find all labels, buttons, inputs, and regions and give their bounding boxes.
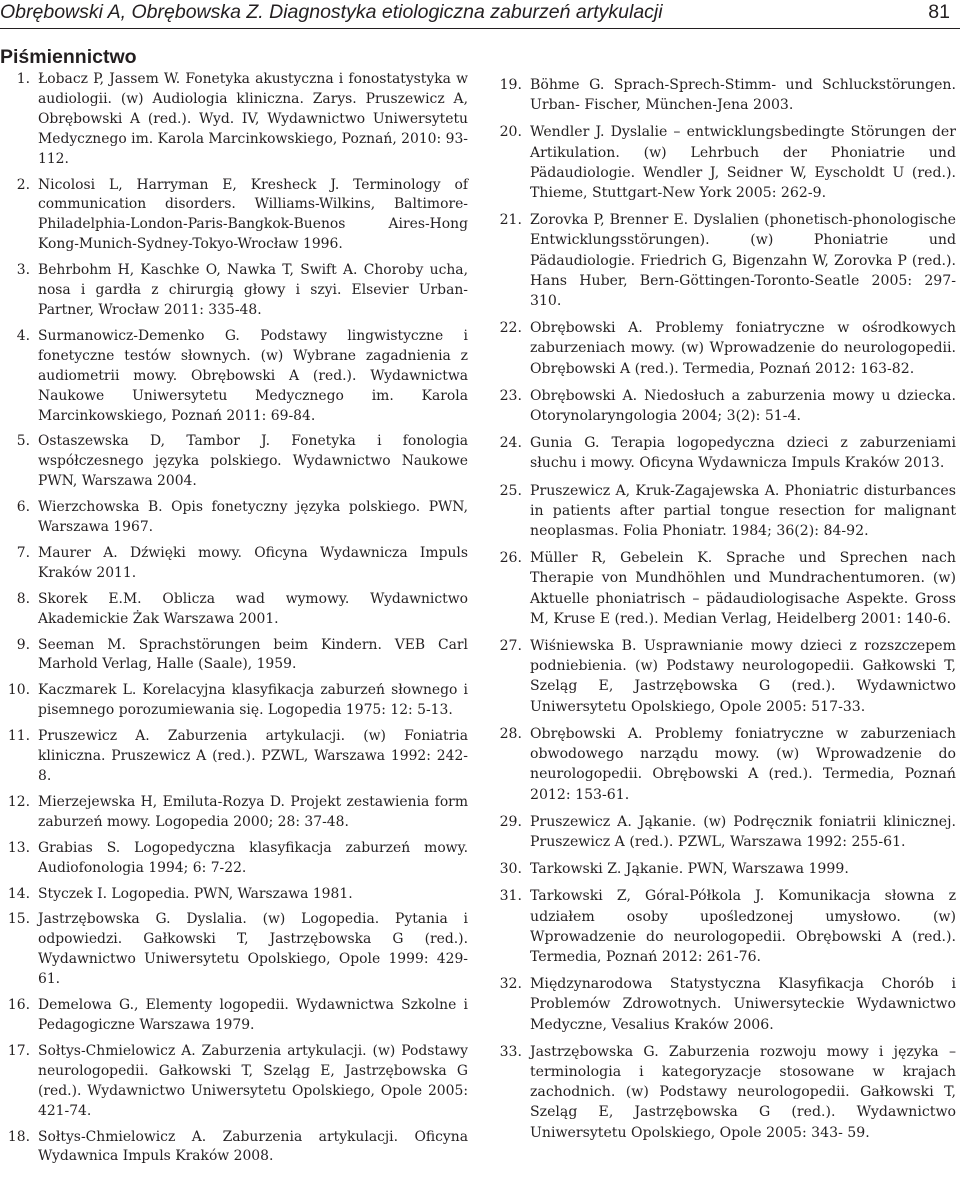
reference-number: 9.	[16, 636, 30, 653]
reference-number: 21.	[499, 212, 522, 229]
reference-text: Ostaszewska D, Tambor J. Fonetyka i fonologia współczesnego języka polskiego. Wydawnictwo Naukowe PWN, Warszawa 2004.	[38, 433, 468, 490]
reference-number: 33.	[499, 1043, 522, 1060]
reference-text: Jastrzębowska G. Zaburzenia rozwoju mowy i języka – terminologia i kategoryzacje stosowane w krajach zachodnich. (w) Podstawy neurologopedii. Gałkowski T, Szeląg E, Jastrzębowska G (red.). Wydawnictwo Uniwersytetu Opolskiego, Opole 2005: 343- 59.	[530, 1043, 956, 1141]
reference-number: 15.	[7, 911, 30, 928]
reference-item	[494, 636, 956, 717]
reference-number: 28.	[499, 725, 522, 742]
reference-item	[0, 176, 468, 256]
reference-number: 23.	[499, 387, 522, 404]
reference-number: 16.	[7, 997, 30, 1014]
reference-text: Sołtys-Chmielowicz A. Zaburzenia artykulacji. (w) Podstawy neurologopedii. Gałkowski T, Szeląg E, Jastrzębowska G (red.). Wydawnictwo Uniwersytetu Opolskiego, Opole 2005: 421-74.	[38, 1042, 468, 1119]
reference-number: 20.	[499, 124, 522, 141]
reference-text: Mierzejewska H, Emiluta-Rozya D. Projekt zestawienia form zaburzeń mowy. Logopedia 2000; 28: 37-48.	[38, 793, 468, 830]
reference-item	[0, 544, 468, 584]
reference-text: Demelowa G., Elementy logopedii. Wydawnictwa Szkolne i Pedagogiczne Warszawa 1979.	[38, 997, 468, 1033]
reference-item	[494, 210, 956, 311]
reference-text: Sołtys-Chmielowicz A. Zaburzenia artykulacji. Oficyna Wydawnica Impuls Kraków 2008.	[38, 1128, 468, 1165]
reference-item	[0, 498, 468, 538]
reference-number: 13.	[7, 839, 30, 856]
reference-number: 2.	[16, 176, 30, 193]
reference-item	[0, 727, 468, 787]
reference-text: Grabias S. Logopedyczna klasyfikacja zaburzeń mowy. Audiofonologia 1994; 6: 7-22.	[38, 839, 468, 876]
reference-item	[0, 910, 468, 990]
reference-text: Nicolosi L, Harryman E, Kresheck J. Terminology of communication disorders. Williams-Wilkins, Baltimore-Philadelphia-London-Paris-Bangkok-Buenos Aires-Hong Kong-Munich-Sydney-Tokyo-Wrocław 1996.	[38, 176, 468, 253]
reference-text: Wierzchowska B. Opis fonetyczny języka polskiego. PWN, Warszawa 1967.	[38, 499, 468, 536]
reference-text: Łobacz P, Jassem W. Fonetyka akustyczna i fonostatystyka w audiologii. (w) Audiologia kliniczna. Zarys. Pruszewicz A, Obrębowski A (red.). Wyd. IV, Wydawnictwo Uniwersytetu Medycznego im. Karola Marcinkowskiego, Poznań, 2010: 93-112.	[38, 71, 468, 167]
reference-number: 25.	[499, 482, 522, 499]
reference-text: Müller R, Gebelein K. Sprache und Sprechen nach Therapie von Mundhöhlen und Mundrachentumoren. (w) Aktuelle phoniatrisch – pädaudiologisache Aspekte. Gross M, Kruse E (red.). Median Verlag, Heidelberg 2001: 140-6.	[530, 550, 956, 627]
reference-item	[494, 974, 956, 1035]
reference-number: 7.	[16, 544, 30, 561]
reference-text: Obrębowski A. Problemy foniatryczne w zaburzeniach obwodowego narządu mowy. (w) Wprowadzenie do neurologopedii. Obrębowski A (red.). Termedia, Poznań 2012: 153-61.	[530, 725, 956, 803]
section-title: Piśmiennictwo	[0, 46, 137, 68]
reference-number: 26.	[499, 550, 522, 567]
reference-number: 4.	[16, 327, 30, 344]
reference-text: Wiśniewska B. Usprawnianie mowy dzieci z rozszczepem podniebienia. (w) Podstawy neurologopedii. Gałkowski T, Szeląg E, Jastrzębowska G (red.). Wydawnictwo Uniwersytetu Opolskiego, Opole 2005: 517-33.	[530, 638, 956, 715]
reference-number: 19.	[499, 77, 522, 93]
reference-text: Jastrzębowska G. Dyslalia. (w) Logopedia. Pytania i odpowiedzi. Gałkowski T, Jastrzębowska G (red.). Wydawnictwo Uniwersytetu Opolskiego, Opole 1999: 429-61.	[38, 911, 468, 988]
reference-item	[0, 70, 468, 170]
reference-number: 24.	[499, 435, 522, 452]
reference-number: 30.	[499, 861, 522, 878]
reference-text: Pruszewicz A. Jąkanie. (w) Podręcznik foniatrii klinicznej. Pruszewicz A (red.). PZWL, Warszawa 1992: 255-61.	[530, 813, 956, 850]
reference-number: 29.	[499, 813, 522, 830]
reference-item	[0, 839, 468, 879]
reference-item	[494, 386, 956, 426]
reference-item	[0, 1128, 468, 1168]
reference-item	[0, 432, 468, 492]
reference-item	[494, 433, 956, 473]
reference-item	[494, 122, 956, 203]
reference-item	[0, 681, 468, 721]
reference-item	[494, 481, 956, 542]
reference-number: 11.	[7, 728, 30, 745]
page-number: 81	[928, 1, 950, 23]
reference-text: Maurer A. Dźwięki mowy. Oficyna Wydawnicza Impuls Kraków 2011.	[38, 544, 468, 581]
running-header	[0, 0, 960, 29]
reference-number: 8.	[16, 590, 30, 607]
reference-number: 3.	[16, 262, 30, 279]
reference-number: 22.	[499, 320, 522, 337]
reference-item	[494, 548, 956, 629]
reference-item	[0, 996, 468, 1036]
reference-text: Kaczmarek L. Korelacyjna klasyfikacja zaburzeń słownego i pisemnego porozumiewania się. Logopedia 1975: 12: 5-13.	[38, 682, 468, 719]
reference-number: 17.	[7, 1042, 30, 1059]
reference-text: Skorek E.M. Oblicza wad wymowy. Wydawnictwo Akademickie Żak Warszawa 2001.	[38, 590, 468, 627]
references-column-right	[494, 75, 956, 1150]
reference-item	[494, 318, 956, 379]
reference-text: Gunia G. Terapia logopedyczna dzieci z zaburzeniami słuchu i mowy. Oficyna Wydawnicza Impuls Kraków 2013.	[530, 435, 956, 472]
references-column-left	[0, 70, 468, 1173]
reference-item	[0, 590, 468, 630]
reference-number: 10.	[7, 682, 30, 699]
running-title: Obrębowski A, Obrębowska Z. Diagnostyka etiologiczna zaburzeń artykulacji	[0, 1, 663, 23]
reference-text: Pruszewicz A, Kruk-Zagajewska A. Phoniatric disturbances in patients after partial tongue resection for malignant neoplasmas. Folia Phoniatr. 1984; 36(2): 84-92.	[530, 482, 956, 540]
reference-number: 12.	[7, 793, 30, 810]
reference-text: Tarkowski Z, Góral-Półkola J. Komunikacja słowna z udziałem osoby upośledzonej umysłowo. (w) Wprowadzenie do neurologopedii. Obrębowski A (red.). Termedia, Poznań 2012: 261-76.	[530, 888, 956, 965]
reference-item	[0, 636, 468, 676]
reference-text: Pruszewicz A. Zaburzenia artykulacji. (w) Foniatria kliniczna. Pruszewicz A (red.). PZWL, Warszawa 1992: 242-8.	[38, 728, 468, 784]
reference-item	[0, 793, 468, 833]
reference-item	[494, 75, 956, 115]
reference-item	[0, 327, 468, 427]
reference-text: Surmanowicz-Demenko G. Podstawy lingwistyczne i fonetyczne testów słownych. (w) Wybrane zagadnienia z audiometrii mowy. Obrębowski A (red.). Wydawnictwa Naukowe Uniwersytetu Medycznego im. Karola Marcinkowskiego, Poznań 2011: 69-84.	[38, 327, 468, 424]
reference-text: Behrbohm H, Kaschke O, Nawka T, Swift A. Choroby ucha, nosa i gardła z chirurgią głowy i szyi. Elsevier Urban-Partner, Wrocław 2011: 335-48.	[38, 262, 468, 318]
reference-item	[0, 261, 468, 321]
reference-number: 6.	[16, 499, 30, 516]
reference-item	[494, 1042, 956, 1143]
reference-number: 31.	[499, 888, 522, 905]
reference-text: Obrębowski A. Problemy foniatryczne w ośrodkowych zaburzeniach mowy. (w) Wprowadzenie do neurologopedii. Obrębowski A (red.). Termedia, Poznań 2012: 163-82.	[530, 320, 956, 377]
reference-number: 27.	[499, 638, 522, 655]
reference-text: Styczek I. Logopedia. PWN, Warszawa 1981.	[38, 885, 353, 902]
reference-item	[494, 859, 956, 879]
reference-text: Tarkowski Z. Jąkanie. PWN, Warszawa 1999.	[530, 861, 849, 878]
reference-number: 32.	[499, 976, 522, 993]
reference-text: Wendler J. Dyslalie – entwicklungsbedingte Störungen der Artikulation. (w) Lehrbuch der Phoniatrie und Pädaudiologie. Wendler J, Seidner W, Eyscholdt U (red.). Thieme, Stuttgart-New York 2005: 262-9.	[530, 124, 956, 202]
reference-text: Seeman M. Sprachstörungen beim Kindern. VEB Carl Marhold Verlag, Halle (Saale), 1959.	[38, 636, 468, 673]
reference-text: Obrębowski A. Niedosłuch a zaburzenia mowy u dziecka. Otorynolaryngologia 2004; 3(2): 51-4.	[530, 387, 956, 425]
reference-number: 5.	[16, 433, 30, 450]
reference-number: 18.	[7, 1128, 30, 1145]
reference-text: Zorovka P, Brenner E. Dyslalien (phonetisch-phonologische Entwicklungsstörungen). (w) Phoniatrie und Pädaudiologie. Friedrich G, Bigenzahn W, Zorovka P (red.). Hans Huber, Bern-Göttingen-Toronto-Seatle 2005: 297-310.	[530, 212, 956, 310]
reference-item	[494, 886, 956, 967]
reference-text: Międzynarodowa Statystyczna Klasyfikacja Chorób i Problemów Zdrowotnych. Uniwersyteckie Wydawnictwo Medyczne, Vesalius Kraków 2006.	[530, 976, 956, 1033]
reference-text: Böhme G. Sprach-Sprech-Stimm- und Schluckstörungen. Urban- Fischer, München-Jena 2003.	[530, 77, 956, 114]
reference-item	[494, 812, 956, 852]
reference-item	[0, 1042, 468, 1122]
reference-item	[494, 724, 956, 805]
reference-number: 1.	[16, 71, 30, 87]
reference-number: 14.	[7, 885, 30, 902]
reference-item	[0, 885, 468, 905]
